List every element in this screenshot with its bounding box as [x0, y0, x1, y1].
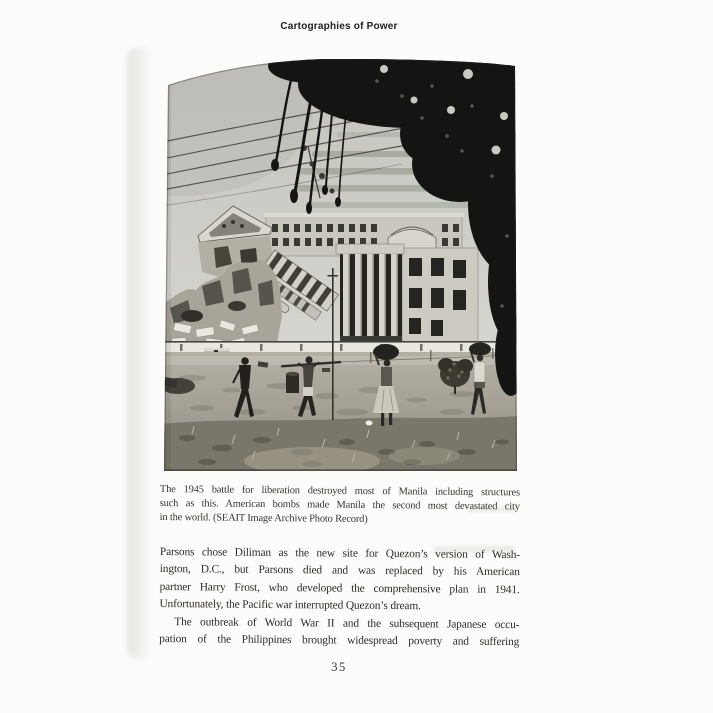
drum-barrel — [286, 372, 299, 393]
body-text — [159, 544, 520, 652]
ink-bleed-through — [433, 545, 515, 553]
figure-caption — [160, 483, 520, 528]
running-header: Cartographies of Power — [280, 21, 398, 32]
body-line: pation of the Philippines brought widespread poverty and suffering — [159, 633, 520, 649]
page-number: 35 — [331, 660, 347, 674]
figure-photo — [162, 56, 518, 473]
colonnade — [336, 244, 404, 342]
body-line: Unfortunately, the Pacific war interrupted Quezon’s dream. — [159, 598, 421, 613]
caption-line: The 1945 battle for liberation destroyed most of Manila including structures — [159, 483, 520, 499]
body-line: ington, D.C., but Parsons died and was replaced by his American — [159, 563, 520, 579]
caption-line: in the world. (SEAIT Image Archive Photo Record) — [159, 511, 368, 525]
body-line: partner Harry Frost, who developed the comprehensive plan in 1941. — [159, 580, 520, 596]
ink-bleed-through — [468, 506, 516, 512]
caption-line: such as this. American bombs made Manila the second most devastated city — [159, 497, 520, 513]
right-wall — [402, 248, 478, 342]
manila-ruins-photo — [162, 56, 518, 473]
page-gutter-shadow — [127, 46, 153, 660]
body-line: The outbreak of World War II and the subsequent Japanese occu- — [174, 615, 520, 631]
body-line: Parsons chose Diliman as the new site for Quezon’s version of Wash- — [159, 545, 520, 562]
